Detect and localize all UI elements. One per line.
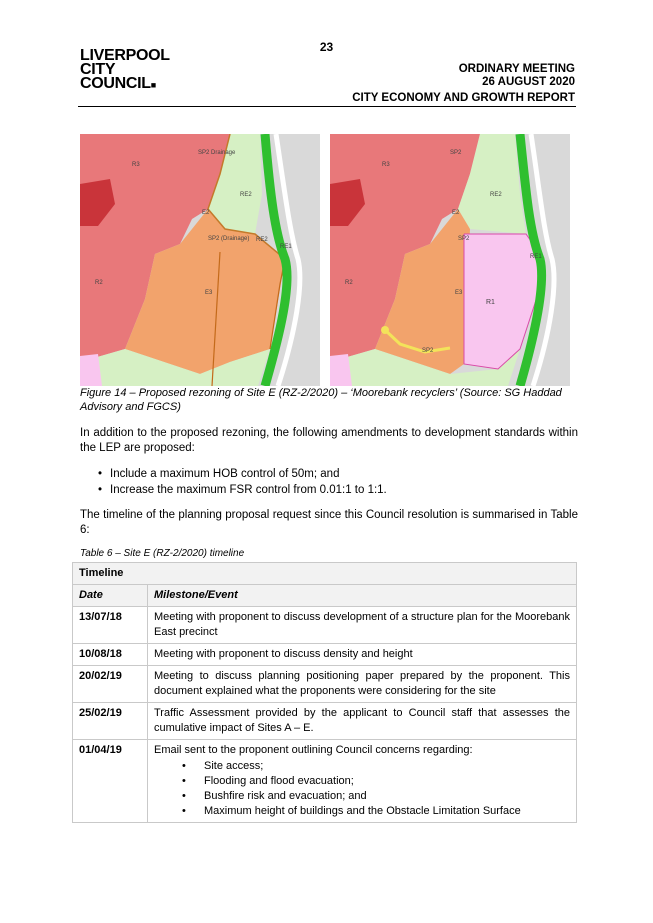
row-date: 25/02/19 bbox=[73, 703, 148, 740]
table-row bbox=[73, 644, 577, 666]
zoning-map-existing bbox=[80, 134, 320, 386]
timeline-table bbox=[72, 562, 577, 823]
list-item: • Site access; bbox=[182, 759, 570, 774]
svg-text:RE2: RE2 bbox=[240, 192, 252, 198]
svg-text:E3: E3 bbox=[205, 290, 213, 296]
logo-line-3: COUNCIL■ bbox=[80, 75, 156, 92]
logo-line-2: CITY bbox=[80, 61, 116, 78]
table-caption: Table 6 – Site E (RZ-2/2020) timeline bbox=[80, 548, 245, 559]
report-title: CITY ECONOMY AND GROWTH REPORT bbox=[352, 92, 575, 104]
row-date: 13/07/18 bbox=[73, 607, 148, 644]
council-logo bbox=[80, 49, 170, 92]
concerns-list bbox=[154, 759, 570, 819]
svg-text:RE1: RE1 bbox=[280, 244, 292, 250]
row-date: 10/08/18 bbox=[73, 644, 148, 666]
svg-text:E2: E2 bbox=[202, 210, 210, 216]
list-item: • Maximum height of buildings and the Obstacle Limitation Surface bbox=[182, 804, 570, 819]
svg-text:RE2: RE2 bbox=[490, 192, 502, 198]
row-event: Meeting with proponent to discuss density and height bbox=[148, 644, 577, 666]
header-divider bbox=[78, 106, 576, 107]
list-item: • Include a maximum HOB control of 50m; and bbox=[98, 467, 387, 483]
column-header-event: Milestone/Event bbox=[148, 585, 577, 607]
svg-text:R3: R3 bbox=[382, 162, 390, 168]
svg-text:E3: E3 bbox=[455, 290, 463, 296]
map-label: R3 bbox=[132, 162, 140, 168]
svg-text:SP2: SP2 bbox=[422, 348, 434, 354]
table-row bbox=[73, 703, 577, 740]
row-event: Meeting to discuss planning positioning paper prepared by the proponent. This document explained what the proponents were considering for the site bbox=[148, 666, 577, 703]
zoning-map-proposed bbox=[330, 134, 570, 386]
meeting-title: ORDINARY MEETING bbox=[458, 63, 575, 75]
svg-text:E2: E2 bbox=[452, 210, 460, 216]
table-title: Timeline bbox=[73, 563, 577, 585]
row-event-cell bbox=[148, 740, 577, 823]
svg-text:SP2 Drainage: SP2 Drainage bbox=[198, 150, 236, 156]
row-event: Email sent to the proponent outlining Council concerns regarding: bbox=[154, 744, 473, 756]
logo-line-1: LIVERPOOL bbox=[80, 47, 170, 64]
column-header-date: Date bbox=[73, 585, 148, 607]
paragraph-amendments: In addition to the proposed rezoning, the following amendments to development standards within the LEP are proposed: bbox=[80, 427, 578, 454]
table-header-row bbox=[73, 585, 577, 607]
figure-caption: Figure 14 – Proposed rezoning of Site E (RZ-2/2020) – ‘Moorebank recyclers’ (Source: SG Haddad Advisory and FGCS) bbox=[80, 387, 562, 413]
amendment-list bbox=[98, 467, 387, 498]
row-date: 20/02/19 bbox=[73, 666, 148, 703]
table-row bbox=[73, 666, 577, 703]
list-item: • Increase the maximum FSR control from 0.01:1 to 1:1. bbox=[98, 483, 387, 499]
svg-text:RE2: RE2 bbox=[256, 237, 268, 243]
svg-text:RE1: RE1 bbox=[530, 254, 542, 260]
list-item: • Bushfire risk and evacuation; and bbox=[182, 789, 570, 804]
svg-text:SP2: SP2 bbox=[450, 150, 462, 156]
row-event: Meeting with proponent to discuss development of a structure plan for the Moorebank East precinct bbox=[148, 607, 577, 644]
row-event: Traffic Assessment provided by the applicant to Council staff that assesses the cumulative impact of Sites A – E. bbox=[148, 703, 577, 740]
svg-text:R2: R2 bbox=[345, 280, 353, 286]
logo-mark-icon: ■ bbox=[150, 80, 156, 90]
svg-text:R2: R2 bbox=[95, 280, 103, 286]
table-row bbox=[73, 740, 577, 823]
svg-text:SP2 (Drainage): SP2 (Drainage) bbox=[208, 236, 250, 242]
meeting-date: 26 AUGUST 2020 bbox=[482, 76, 575, 88]
row-date: 01/04/19 bbox=[73, 740, 148, 823]
paragraph-timeline-intro: The timeline of the planning proposal request since this Council resolution is summarised in Table 6: bbox=[80, 509, 578, 536]
svg-text:R1: R1 bbox=[486, 299, 495, 306]
table-title-row bbox=[73, 563, 577, 585]
table-row bbox=[73, 607, 577, 644]
list-item: • Flooding and flood evacuation; bbox=[182, 774, 570, 789]
page-number: 23 bbox=[319, 40, 334, 54]
svg-text:SP2: SP2 bbox=[458, 236, 470, 242]
